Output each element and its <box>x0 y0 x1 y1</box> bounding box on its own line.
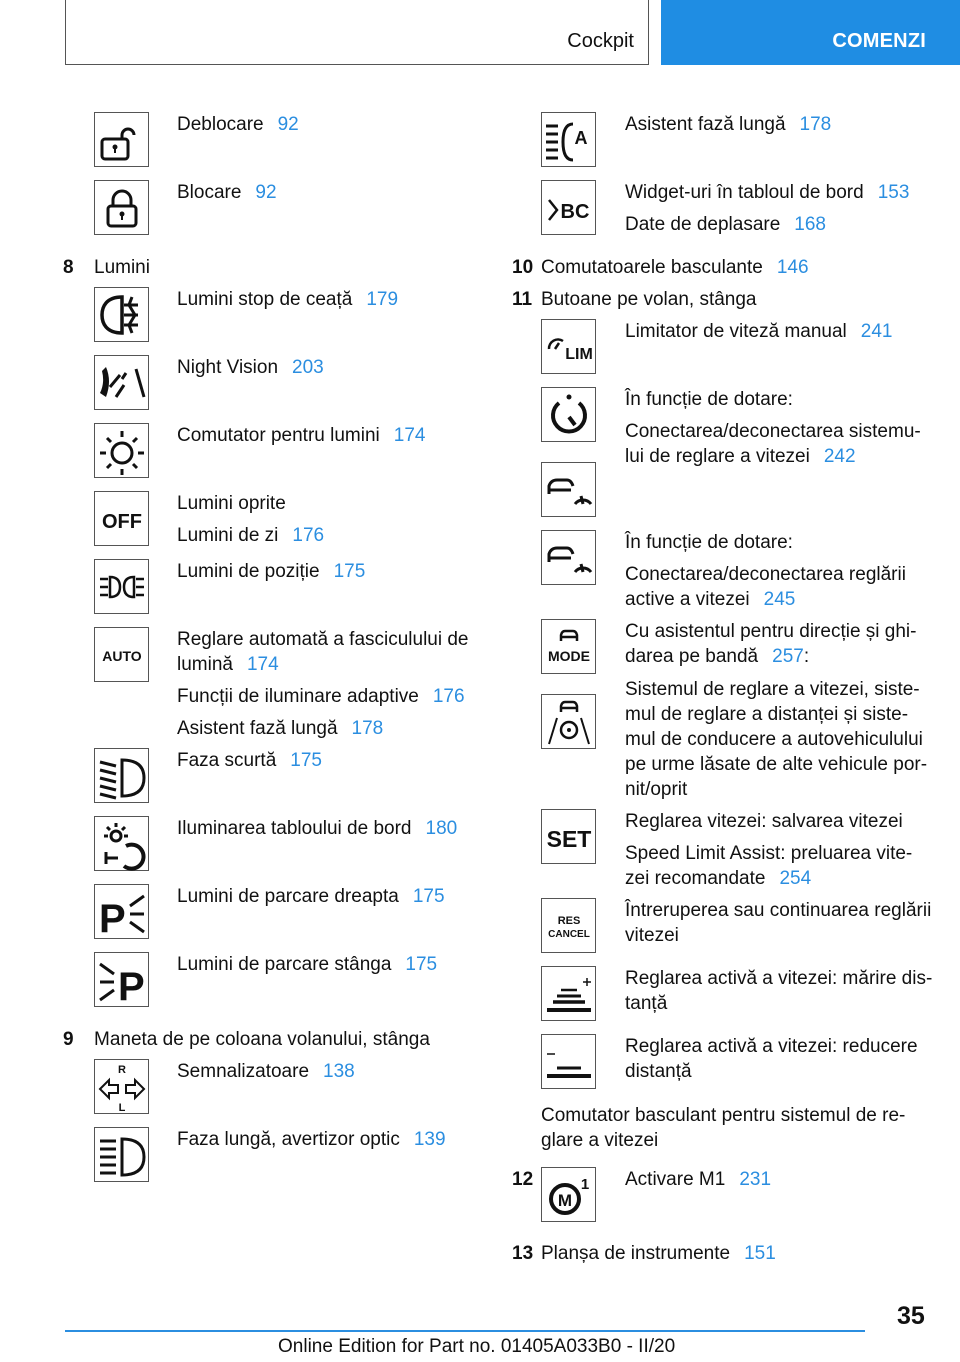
page-link[interactable]: 203 <box>292 357 324 378</box>
distance-decrease-icon <box>541 1034 596 1089</box>
high-beam-entry: Faza lungă, avertizor optic 139 <box>177 1129 446 1150</box>
light-switch-icon <box>94 423 149 478</box>
cc-line2: Conectarea/deconectarea sistemu- <box>625 421 921 442</box>
toggle-switches-entry: Comutatoarele basculante 146 <box>541 257 809 278</box>
page-link[interactable]: 241 <box>860 321 893 342</box>
svg-text:OFF: OFF <box>101 510 142 533</box>
page-link[interactable]: 138 <box>323 1061 355 1082</box>
page-link[interactable]: 179 <box>366 289 399 310</box>
distance-increase-icon <box>541 966 596 1021</box>
svg-text:BC: BC <box>560 200 589 223</box>
page-link[interactable]: 245 <box>763 589 796 610</box>
dist-plus-line2: tanță <box>625 993 668 1014</box>
svg-text:AUTO: AUTO <box>101 647 142 664</box>
set-button-icon <box>541 809 596 864</box>
night-vision-entry: Night Vision 203 <box>177 357 324 378</box>
lights-off-entry: Lumini oprite <box>177 493 286 514</box>
res-line2: vitezei <box>625 925 679 946</box>
page-number: 35 <box>897 1302 925 1330</box>
cc-line3: lui de reglare a vitezei 242 <box>625 446 856 467</box>
res-line1: Întreruperea sau continuarea reglării <box>625 900 932 921</box>
page-link[interactable]: 242 <box>823 446 856 467</box>
dist-minus-line1: Reglarea activă a vitezei: reducere <box>625 1036 918 1057</box>
acc-line1: În funcție de dotare: <box>625 532 793 553</box>
section-title-steering: Butoane pe volan, stânga <box>541 289 757 310</box>
distance-cruise-icon <box>541 462 596 517</box>
page-link[interactable]: 176 <box>292 525 325 546</box>
speed-limiter-entry: Limitator de viteză manual 241 <box>625 321 893 342</box>
widgets-entry: Widget-uri în tabloul de bord 153 <box>625 182 910 203</box>
low-beam-icon <box>94 748 149 803</box>
rocker-line2: glare a vitezei <box>541 1130 659 1151</box>
light-switch-entry: Comutator pentru lumini 174 <box>177 425 426 446</box>
set-line3: zei recomandate 254 <box>625 868 812 889</box>
adaptive-light-entry: Funcții de iluminare adaptive 176 <box>177 686 465 707</box>
page-link[interactable]: 175 <box>333 561 366 582</box>
parking-light-right-icon <box>94 884 149 939</box>
svg-text:M: M <box>557 1190 572 1210</box>
instrument-panel-entry: Planșa de instrumente 151 <box>541 1243 776 1264</box>
page-link[interactable]: 176 <box>432 686 465 707</box>
acc-line2: Conectarea/deconectarea reglării <box>625 564 906 585</box>
header-frame <box>65 0 649 65</box>
page-link[interactable]: 231 <box>739 1169 772 1190</box>
page-link[interactable]: 174 <box>246 654 279 675</box>
section-title-stalk: Maneta de pe coloana volanului, stânga <box>94 1029 430 1050</box>
set-line1: Reglarea vitezei: salvarea vitezei <box>625 811 903 832</box>
board-computer-icon <box>541 180 596 235</box>
cruise-control-icon <box>541 387 596 442</box>
turn-signal-icon <box>94 1059 149 1114</box>
page-link[interactable]: 174 <box>393 425 426 446</box>
svg-text:P: P <box>98 896 126 941</box>
instrument-lighting-icon <box>94 816 149 871</box>
tab-label: COMENZI <box>832 30 926 52</box>
page-link[interactable]: 146 <box>776 257 809 278</box>
section-number: 12 <box>512 1169 534 1190</box>
page-link[interactable]: 180 <box>425 818 458 839</box>
unlock-icon <box>94 112 149 167</box>
svg-text:MODE: MODE <box>547 647 590 664</box>
svg-text:L: L <box>118 1101 125 1114</box>
speed-limiter-icon <box>541 319 596 374</box>
trip-data-entry: Date de deplasare 168 <box>625 214 826 235</box>
page-link[interactable]: 175 <box>405 954 438 975</box>
assist-line5: nit/oprit <box>625 779 688 800</box>
turn-signal-entry: Semnalizatoare 138 <box>177 1061 355 1082</box>
tab-comenzi[interactable] <box>661 0 960 65</box>
edition-footer: Online Edition for Part no. 01405A033B0 - II/20 <box>278 1336 676 1357</box>
auto-headlight-line2: lumină 174 <box>177 654 279 675</box>
dist-plus-line1: Reglarea activă a vitezei: mărire dis- <box>625 968 933 989</box>
rocker-line1: Comutator basculant pentru sistemul de re- <box>541 1105 906 1126</box>
svg-text:1: 1 <box>580 1175 589 1193</box>
page-link[interactable]: 254 <box>779 868 812 889</box>
svg-text:SET: SET <box>546 825 591 852</box>
m1-button-icon <box>541 1167 596 1222</box>
assist-line1: Sistemul de reglare a vitezei, siste- <box>625 679 920 700</box>
section-number: 10 <box>512 257 534 278</box>
section-title-lumini: Lumini <box>94 257 150 278</box>
page-link[interactable]: 92 <box>255 182 277 203</box>
low-beam-entry: Faza scurtă 175 <box>177 750 322 771</box>
svg-text:RES: RES <box>557 914 580 927</box>
fog-entry: Lumini stop de ceață 179 <box>177 289 399 310</box>
page-link[interactable]: 175 <box>290 750 322 771</box>
active-cruise-icon <box>541 530 596 585</box>
night-vision-icon <box>94 355 149 410</box>
assist-line4: pe urme lăsate de alte vehicule por- <box>625 754 928 775</box>
parking-right-entry: Lumini de parcare dreapta 175 <box>177 886 445 907</box>
acc-line3: active a vitezei 245 <box>625 589 796 610</box>
svg-text:R: R <box>117 1063 126 1076</box>
lock-entry: Blocare 92 <box>177 182 277 203</box>
position-lights-entry: Lumini de poziție 175 <box>177 561 366 582</box>
hba-entry: Asistent fază lungă 178 <box>625 114 832 135</box>
mode-line1: Cu asistentul pentru direcție și ghi- <box>625 621 917 642</box>
svg-text:P: P <box>117 964 145 1009</box>
lights-off-icon <box>94 491 149 546</box>
section-number: 11 <box>512 289 533 310</box>
page-link[interactable]: 153 <box>877 182 910 203</box>
rear-fog-light-icon <box>94 287 149 342</box>
page-link[interactable]: 139 <box>413 1129 446 1150</box>
auto-headlight-line1: Reglare automată a fasciculului de <box>177 629 469 650</box>
section-title: Cockpit <box>567 30 634 52</box>
page-link[interactable]: 168 <box>794 214 826 235</box>
high-beam-assist-entry: Asistent fază lungă 178 <box>177 718 384 739</box>
auto-headlight-icon <box>94 627 149 682</box>
svg-text:A: A <box>574 127 587 148</box>
dash-lighting-entry: Iluminarea tabloului de bord 180 <box>177 818 458 839</box>
m1-entry: Activare M1 231 <box>625 1169 772 1190</box>
page-link[interactable]: 178 <box>351 718 384 739</box>
unlock-entry: Deblocare 92 <box>177 114 299 135</box>
assist-line2: mul de reglare a distanței și siste- <box>625 704 909 725</box>
set-line2: Speed Limit Assist: preluarea vite- <box>625 843 913 864</box>
lock-icon <box>94 180 149 235</box>
svg-text:LIM: LIM <box>564 345 593 363</box>
mode-line2: darea pe bandă 257: <box>625 646 810 667</box>
parking-light-left-icon <box>94 952 149 1007</box>
assist-line3: mul de conducere a autovehiculului <box>625 729 923 750</box>
high-beam-assistant-icon <box>541 112 596 167</box>
mode-button-icon <box>541 619 596 674</box>
page-link[interactable]: 92 <box>277 114 299 135</box>
footer-divider <box>65 1330 865 1332</box>
parking-lights-icon <box>94 559 149 614</box>
section-number: 9 <box>63 1029 74 1050</box>
res-cancel-icon <box>541 898 596 953</box>
page-link[interactable]: 257 <box>772 646 804 667</box>
dist-minus-line2: distanță <box>625 1061 692 1082</box>
page-link[interactable]: 178 <box>799 114 832 135</box>
cc-line1: În funcție de dotare: <box>625 389 793 410</box>
driving-assistant-icon <box>541 694 596 749</box>
page-link[interactable]: 151 <box>744 1243 776 1264</box>
parking-left-entry: Lumini de parcare stânga 175 <box>177 954 438 975</box>
section-number: 8 <box>63 257 74 278</box>
svg-text:CANCEL: CANCEL <box>547 928 590 940</box>
page-link[interactable]: 175 <box>412 886 445 907</box>
high-beam-icon <box>94 1127 149 1182</box>
daytime-lights-entry: Lumini de zi 176 <box>177 525 325 546</box>
section-number: 13 <box>512 1243 534 1264</box>
